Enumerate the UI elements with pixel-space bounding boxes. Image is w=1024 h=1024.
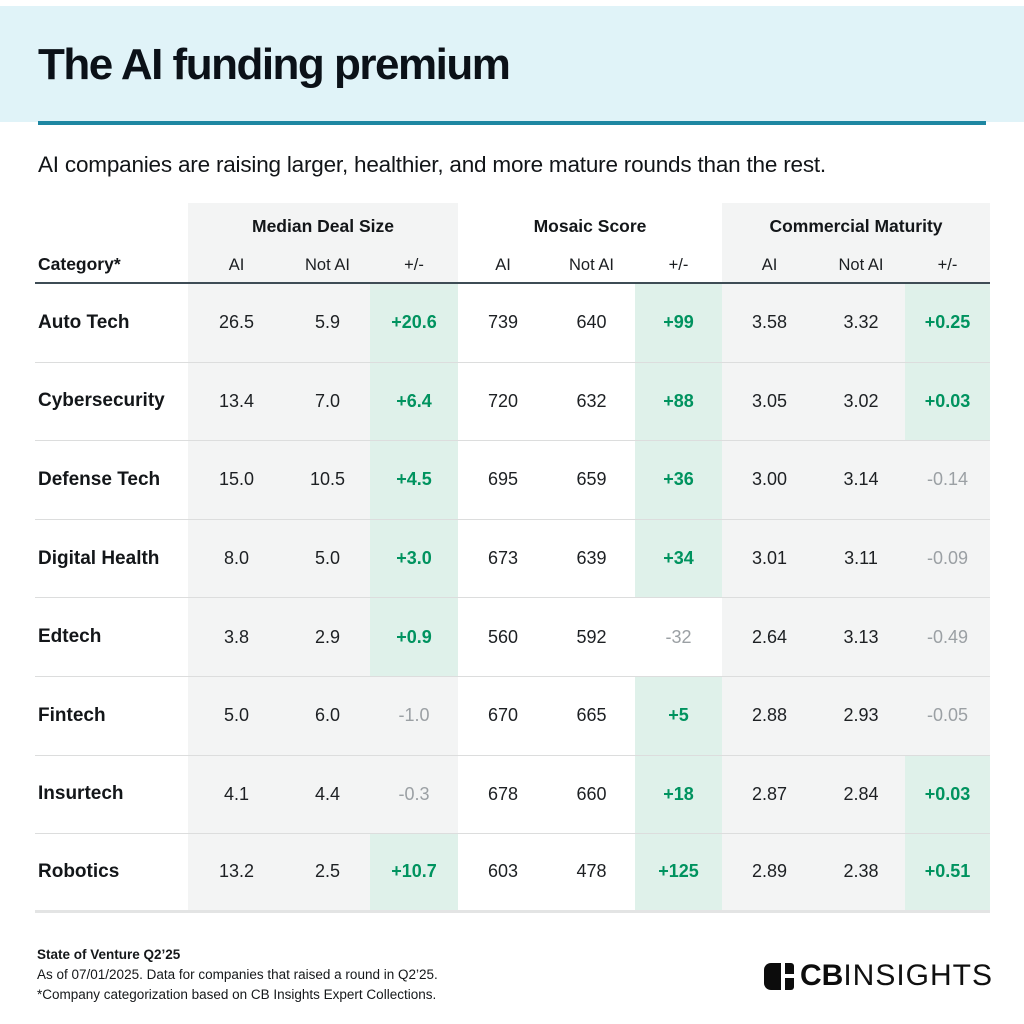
header-spacer — [35, 203, 188, 249]
value-cell: 10.5 — [285, 441, 370, 520]
subheader-not-ai: Not AI — [817, 249, 905, 284]
subheader-delta: +/- — [370, 249, 458, 284]
value-cell: 3.00 — [722, 441, 817, 520]
value-cell: 3.32 — [817, 284, 905, 363]
value-cell: 478 — [548, 834, 635, 913]
value-cell: 640 — [548, 284, 635, 363]
row-category: Cybersecurity — [35, 363, 188, 442]
value-cell: 13.2 — [188, 834, 285, 913]
delta-cell: +4.5 — [370, 441, 458, 520]
delta-cell: -0.49 — [905, 598, 990, 677]
subtitle: AI companies are raising larger, healthier, and more mature rounds than the rest. — [38, 152, 826, 177]
value-cell: 673 — [458, 520, 548, 599]
value-cell: 3.13 — [817, 598, 905, 677]
delta-cell: +36 — [635, 441, 722, 520]
value-cell: 2.5 — [285, 834, 370, 913]
delta-cell: -0.14 — [905, 441, 990, 520]
cbinsights-logo — [764, 959, 993, 993]
group-header-median-deal-size: Median Deal Size — [188, 203, 458, 249]
source-label: State of Venture Q2’25 — [37, 947, 181, 962]
value-cell: 2.88 — [722, 677, 817, 756]
value-cell: 592 — [548, 598, 635, 677]
value-cell: 13.4 — [188, 363, 285, 442]
value-cell: 26.5 — [188, 284, 285, 363]
logo-text-insights: INSIGHTS — [843, 959, 993, 992]
delta-cell: -0.05 — [905, 677, 990, 756]
value-cell: 3.02 — [817, 363, 905, 442]
delta-cell: -32 — [635, 598, 722, 677]
delta-cell: +0.9 — [370, 598, 458, 677]
delta-cell: +6.4 — [370, 363, 458, 442]
value-cell: 659 — [548, 441, 635, 520]
delta-cell: +18 — [635, 756, 722, 835]
value-cell: 2.38 — [817, 834, 905, 913]
value-cell: 603 — [458, 834, 548, 913]
value-cell: 632 — [548, 363, 635, 442]
row-category: Digital Health — [35, 520, 188, 599]
value-cell: 5.9 — [285, 284, 370, 363]
value-cell: 6.0 — [285, 677, 370, 756]
value-cell: 695 — [458, 441, 548, 520]
value-cell: 2.64 — [722, 598, 817, 677]
delta-cell: +125 — [635, 834, 722, 913]
delta-cell: +3.0 — [370, 520, 458, 599]
delta-cell: +10.7 — [370, 834, 458, 913]
row-category: Defense Tech — [35, 441, 188, 520]
delta-cell: +0.03 — [905, 756, 990, 835]
delta-cell: +0.51 — [905, 834, 990, 913]
footnote-as-of: As of 07/01/2025. Data for companies that raised a round in Q2’25. — [37, 967, 438, 982]
delta-cell: +99 — [635, 284, 722, 363]
page-title: The AI funding premium — [38, 40, 510, 89]
subheader-delta: +/- — [635, 249, 722, 284]
logo-text-cb: CB — [799, 959, 844, 992]
value-cell: 15.0 — [188, 441, 285, 520]
value-cell: 3.05 — [722, 363, 817, 442]
value-cell: 3.8 — [188, 598, 285, 677]
value-cell: 2.93 — [817, 677, 905, 756]
value-cell: 665 — [548, 677, 635, 756]
value-cell: 3.01 — [722, 520, 817, 599]
value-cell: 4.4 — [285, 756, 370, 835]
value-cell: 2.9 — [285, 598, 370, 677]
value-cell: 739 — [458, 284, 548, 363]
value-cell: 3.11 — [817, 520, 905, 599]
value-cell: 2.87 — [722, 756, 817, 835]
subheader-ai: AI — [188, 249, 285, 284]
row-category: Auto Tech — [35, 284, 188, 363]
delta-cell: +34 — [635, 520, 722, 599]
value-cell: 3.58 — [722, 284, 817, 363]
subheader-not-ai: Not AI — [548, 249, 635, 284]
value-cell: 639 — [548, 520, 635, 599]
value-cell: 678 — [458, 756, 548, 835]
header-banner — [0, 6, 1024, 122]
value-cell: 720 — [458, 363, 548, 442]
delta-cell: +20.6 — [370, 284, 458, 363]
group-header-commercial-maturity: Commercial Maturity — [722, 203, 990, 249]
delta-cell: +5 — [635, 677, 722, 756]
value-cell: 560 — [458, 598, 548, 677]
category-column-header: Category* — [35, 249, 188, 284]
value-cell: 2.89 — [722, 834, 817, 913]
subheader-ai: AI — [722, 249, 817, 284]
value-cell: 660 — [548, 756, 635, 835]
group-header-mosaic-score: Mosaic Score — [458, 203, 722, 249]
value-cell: 7.0 — [285, 363, 370, 442]
delta-cell: -0.09 — [905, 520, 990, 599]
subheader-ai: AI — [458, 249, 548, 284]
title-divider — [38, 121, 986, 125]
subheader-not-ai: Not AI — [285, 249, 370, 284]
subheader-delta: +/- — [905, 249, 990, 284]
value-cell: 3.14 — [817, 441, 905, 520]
value-cell: 8.0 — [188, 520, 285, 599]
delta-cell: -0.3 — [370, 756, 458, 835]
row-category: Edtech — [35, 598, 188, 677]
value-cell: 5.0 — [188, 677, 285, 756]
delta-cell: +88 — [635, 363, 722, 442]
value-cell: 4.1 — [188, 756, 285, 835]
delta-cell: -1.0 — [370, 677, 458, 756]
delta-cell: +0.25 — [905, 284, 990, 363]
value-cell: 2.84 — [817, 756, 905, 835]
value-cell: 670 — [458, 677, 548, 756]
value-cell: 5.0 — [285, 520, 370, 599]
table-grid — [35, 203, 990, 913]
delta-cell: +0.03 — [905, 363, 990, 442]
row-category: Fintech — [35, 677, 188, 756]
row-category: Robotics — [35, 834, 188, 913]
cbinsights-logo-icon — [764, 963, 794, 990]
footnotes — [37, 945, 438, 1005]
footnote-categorization: *Company categorization based on CB Insights Expert Collections. — [37, 987, 437, 1002]
row-category: Insurtech — [35, 756, 188, 835]
